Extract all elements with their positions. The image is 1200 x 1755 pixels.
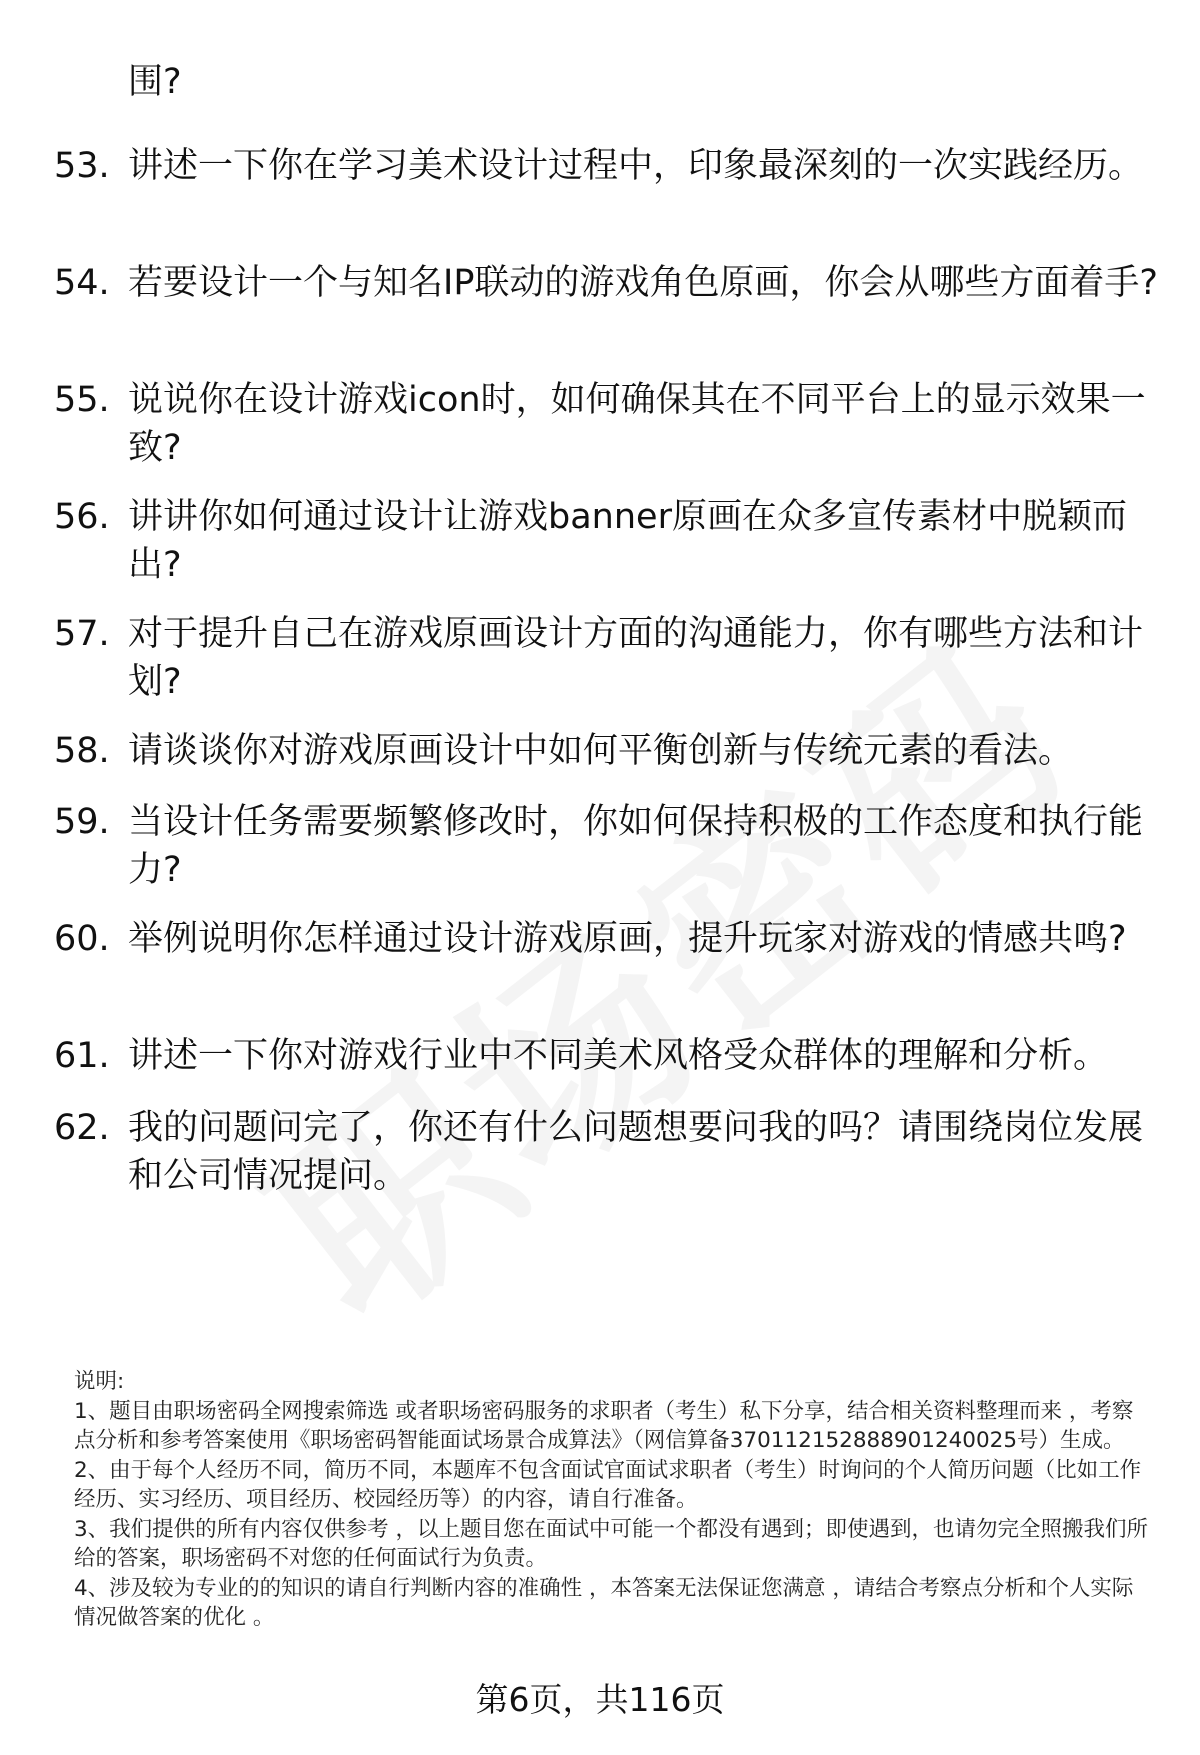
question-text: 当设计任务需要频繁修改时，你如何保持积极的工作态度和执行能力? (128, 802, 1144, 890)
note-item-3: 3、我们提供的所有内容仅供参考 ，以上题目您在面试中可能一个都没有遇到；即使遇到，也请勿完全照搬我们所给的答案，职场密码不对您的任何面试行为负责。 (74, 1516, 1149, 1571)
question-text: 我的问题问完了，你还有什么问题想要问我的吗？请围绕岗位发展和公司情况提问。 (128, 1108, 1144, 1196)
question-continuation: 围? (128, 62, 182, 102)
question-text: 说说你在设计游戏icon时，如何确保其在不同平台上的显示效果一致? (128, 380, 1146, 468)
question-number: 59. (54, 802, 110, 842)
question-number: 57. (54, 614, 110, 654)
question-number: 53. (54, 146, 110, 186)
question-number: 62. (54, 1108, 110, 1148)
question-text: 举例说明你怎样通过设计游戏原画，提升玩家对游戏的情感共鸣? (128, 919, 1127, 959)
notes-title: 说明: (74, 1369, 125, 1394)
question-number: 56. (54, 497, 110, 537)
question-text: 讲讲你如何通过设计让游戏banner原画在众多宣传素材中脱颖而出? (128, 497, 1127, 585)
notes-section (74, 1367, 1154, 1633)
question-number: 54. (54, 263, 110, 303)
note-item-2: 2、由于每个人经历不同，简历不同，本题库不包含面试官面试求职者（考生）时询问的个人简历问题（比如工作经历、实习经历、项目经历、校园经历等）的内容，请自行准备。 (74, 1457, 1142, 1512)
question-text: 对于提升自己在游戏原画设计方面的沟通能力，你有哪些方法和计划? (128, 614, 1144, 702)
question-text: 请谈谈你对游戏原画设计中如何平衡创新与传统元素的看法。 (128, 731, 1074, 771)
page-number: 第6页，共116页 (475, 1680, 725, 1719)
question-text: 讲述一下你对游戏行业中不同美术风格受众群体的理解和分析。 (128, 1036, 1109, 1076)
question-number: 60. (54, 919, 110, 959)
question-number: 55. (54, 380, 110, 420)
note-item-1: 1、题目由职场密码全网搜索筛选 或者职场密码服务的求职者（考生）私下分享，结合相关资料整理而来 ，考察点分析和参考答案使用《职场密码智能面试场景合成算法》（网信算备370112152888901240025号）生成。 (74, 1398, 1134, 1453)
question-number: 61. (54, 1036, 110, 1076)
question-text: 若要设计一个与知名IP联动的游戏角色原画，你会从哪些方面着手? (128, 263, 1159, 303)
question-text: 讲述一下你在学习美术设计过程中，印象最深刻的一次实践经历。 (128, 146, 1144, 186)
note-item-4: 4、涉及较为专业的的知识的请自行判断内容的准确性 ，本答案无法保证您满意 ，请结合考察点分析和个人实际情况做答案的优化 。 (74, 1575, 1134, 1630)
question-number: 58. (54, 731, 110, 771)
